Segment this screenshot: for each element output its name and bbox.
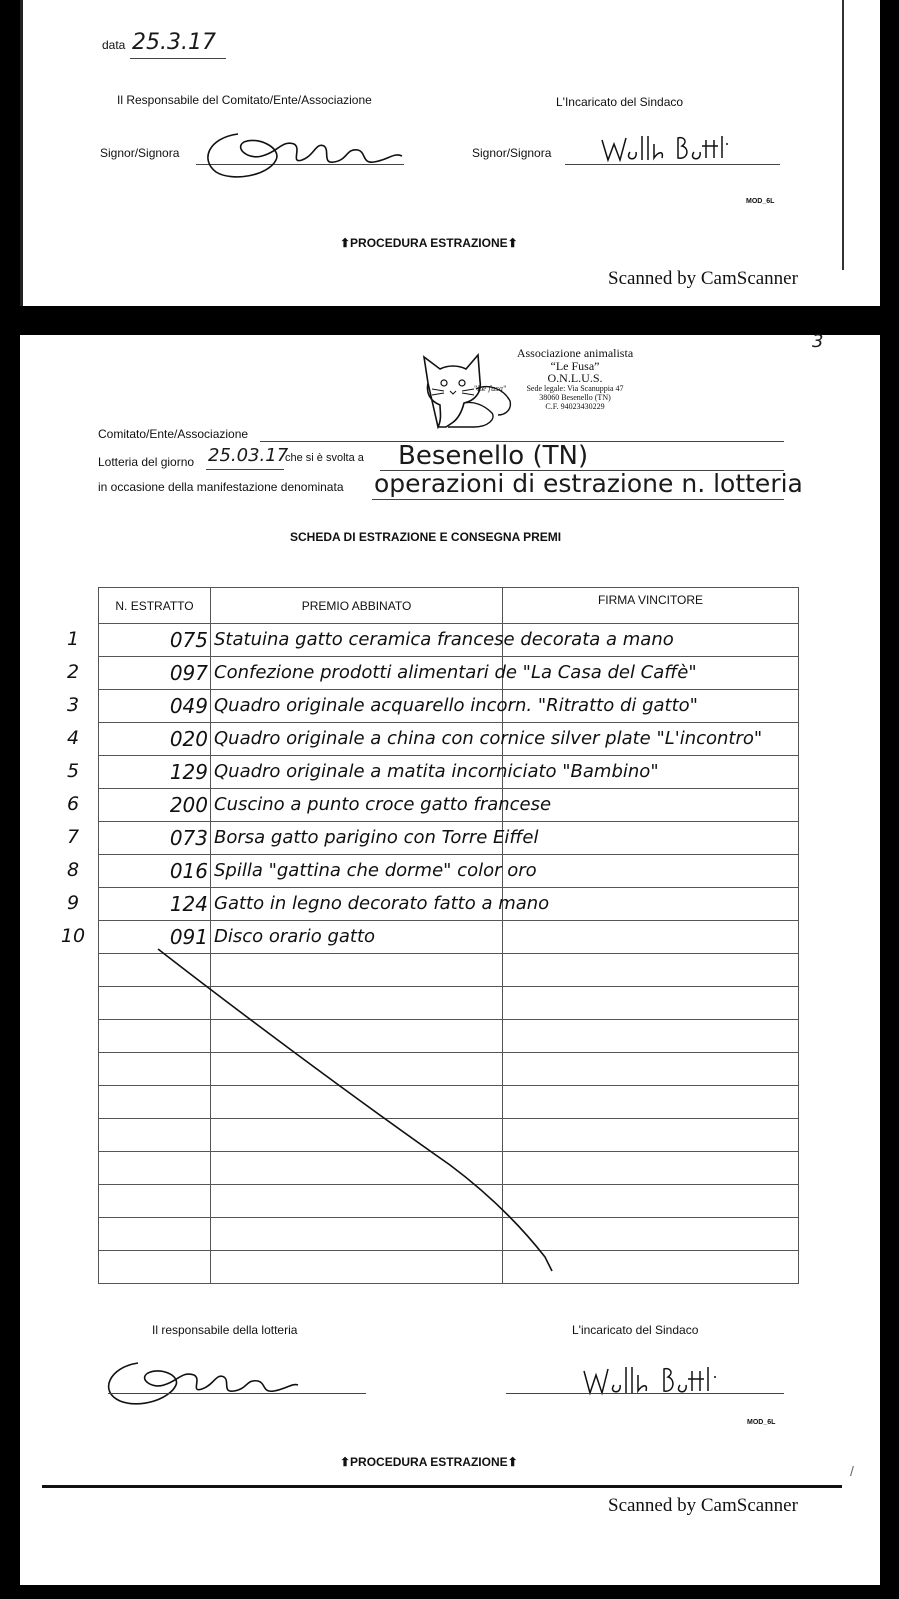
- number-value: 097: [169, 661, 208, 685]
- prize-cell: [211, 789, 552, 822]
- table-row: [99, 822, 799, 855]
- number-value: 075: [169, 628, 208, 652]
- strike-through-line: [150, 945, 570, 1285]
- winner-signature-cell: [503, 822, 799, 855]
- table-row: [99, 789, 799, 822]
- scanned-page-1: [20, 0, 880, 306]
- procedura-label: ⬆PROCEDURA ESTRAZIONE⬆: [340, 236, 518, 250]
- comitato-label: Comitato/Ente/Associazione: [98, 427, 249, 441]
- prize-text: Quadro originale a china con cornice silver plate "L'incontro": [214, 728, 763, 749]
- page-edge-left: [20, 0, 23, 306]
- row-index: 5: [66, 760, 80, 782]
- row-index: 3: [66, 694, 80, 716]
- prize-cell: [211, 756, 659, 789]
- prize-text: Disco orario gatto: [214, 926, 376, 947]
- assoc-address: Sede legale: Via Scanuppia 47: [526, 384, 624, 393]
- row-index: 1: [66, 628, 80, 650]
- col-header-prize: PREMIO ABBINATO: [211, 588, 503, 624]
- prize-cell: [211, 657, 697, 690]
- incaricato-signature-line: [506, 1393, 784, 1394]
- prize-text: Cuscino a punto croce gatto francese: [214, 794, 552, 815]
- row-index: 9: [66, 892, 80, 914]
- responsabile-role: Il Responsabile del Comitato/Ente/Associazione: [117, 93, 372, 107]
- incaricato-role: L'Incaricato del Sindaco: [556, 95, 684, 109]
- table-row: [99, 888, 799, 921]
- svolta-place: Besenello (TN): [398, 441, 589, 471]
- number-value: 129: [169, 760, 208, 784]
- prize-text: Statuina gatto ceramica francese decorata a mano: [214, 629, 674, 650]
- number-value: 073: [169, 826, 208, 850]
- resp-lotteria-signature: [100, 1355, 300, 1415]
- resp-signature-line: [108, 1393, 366, 1394]
- row-index: 7: [66, 826, 80, 848]
- row-index: 10: [60, 925, 86, 947]
- prize-cell: [211, 855, 537, 888]
- table-row: [99, 624, 799, 657]
- signor-right-label: Signor/Signora: [472, 146, 552, 160]
- scanned-page-2: [20, 331, 880, 1585]
- page-bottom-rule: [42, 1485, 842, 1488]
- assoc-fusa: “Le Fusa”: [550, 359, 600, 373]
- table-row: [99, 855, 799, 888]
- date-label: data: [102, 38, 126, 52]
- number-value: 020: [169, 727, 208, 751]
- lotteria-date-line: [206, 469, 284, 470]
- responsabile-signature: [198, 120, 408, 190]
- incaricato-signature-2: [580, 1361, 730, 1401]
- lotteria-date: 25.03.17: [208, 445, 289, 466]
- incaricato-sindaco-label: L'incaricato del Sindaco: [572, 1323, 699, 1337]
- extracted-number: [66, 789, 211, 822]
- row-index: 6: [66, 793, 80, 815]
- extracted-number: [66, 855, 211, 888]
- camscanner-watermark-2: Scanned by CamScanner: [608, 1495, 798, 1516]
- assoc-onlus: O.N.L.U.S.: [547, 371, 603, 385]
- number-value: 016: [169, 859, 208, 883]
- prize-text: Quadro originale acquarello incorn. "Ritratto di gatto": [214, 695, 698, 716]
- prize-cell: [211, 723, 763, 756]
- mod-code: MOD_6L: [746, 198, 775, 205]
- extracted-number: [66, 723, 211, 756]
- prize-text: Confezione prodotti alimentari de "La Casa del Caffè": [214, 662, 697, 683]
- occasione-line: [372, 499, 784, 500]
- prize-text: Spilla "gattina che dorme" color oro: [214, 860, 537, 881]
- table-row: [99, 657, 799, 690]
- extracted-number: [66, 657, 211, 690]
- mod-code-2: MOD_6L: [747, 1419, 776, 1426]
- procedura-label-2: ⬆PROCEDURA ESTRAZIONE⬆: [340, 1455, 518, 1469]
- camscanner-watermark: Scanned by CamScanner: [608, 268, 798, 289]
- number-value: 049: [169, 694, 208, 718]
- prize-text: Gatto in legno decorato fatto a mano: [214, 893, 550, 914]
- sheet-title: SCHEDA DI ESTRAZIONE E CONSEGNA PREMI: [290, 530, 562, 544]
- winner-signature-cell: [503, 855, 799, 888]
- extracted-number: [66, 888, 211, 921]
- lotteria-label: Lotteria del giorno: [98, 455, 195, 469]
- table-row: [99, 756, 799, 789]
- corner-mark: /: [850, 1463, 854, 1479]
- col-header-signature: FIRMA VINCITORE: [503, 588, 799, 624]
- prize-text: Borsa gatto parigino con Torre Eiffel: [214, 827, 539, 848]
- extracted-number: [66, 822, 211, 855]
- association-header: [510, 347, 640, 411]
- prize-cell: [211, 888, 550, 921]
- incaricato-signature: [598, 130, 738, 170]
- extracted-number: [66, 756, 211, 789]
- page-number: 3: [812, 331, 824, 352]
- assoc-cf: C.F. 94023430229: [545, 402, 605, 411]
- extracted-number: [66, 690, 211, 723]
- prize-text: Quadro originale a matita incorniciato "Bambino": [214, 761, 659, 782]
- occasione-value: operazioni di estrazione n. lotteria: [374, 469, 803, 498]
- assoc-city: 38060 Besenello (TN): [539, 393, 611, 402]
- number-value: 124: [169, 892, 208, 916]
- row-index: 4: [66, 727, 80, 749]
- col-header-number: N. ESTRATTO: [99, 588, 211, 624]
- table-header-row: [99, 588, 799, 624]
- resp-lotteria-label: Il responsabile della lotteria: [152, 1323, 298, 1337]
- date-underline: [130, 58, 226, 59]
- prize-cell: [211, 690, 698, 723]
- table-row: [99, 723, 799, 756]
- table-row: [99, 690, 799, 723]
- prize-cell: [211, 822, 539, 855]
- logo-text: "Le fusa": [474, 385, 507, 393]
- date-value: 25.3.17: [132, 30, 216, 55]
- prize-cell: [211, 624, 674, 657]
- row-index: 2: [66, 661, 80, 683]
- number-value: 200: [169, 793, 208, 817]
- svolta-label: che si è svolta a: [285, 452, 364, 464]
- extracted-number: [66, 624, 211, 657]
- occasione-label: in occasione della manifestazione denominata: [98, 480, 344, 494]
- page-edge-right: [842, 0, 844, 270]
- signor-left-label: Signor/Signora: [100, 146, 180, 160]
- row-index: 8: [66, 859, 80, 881]
- number-value: 091: [169, 925, 208, 949]
- assoc-name: Associazione animalista: [516, 346, 634, 360]
